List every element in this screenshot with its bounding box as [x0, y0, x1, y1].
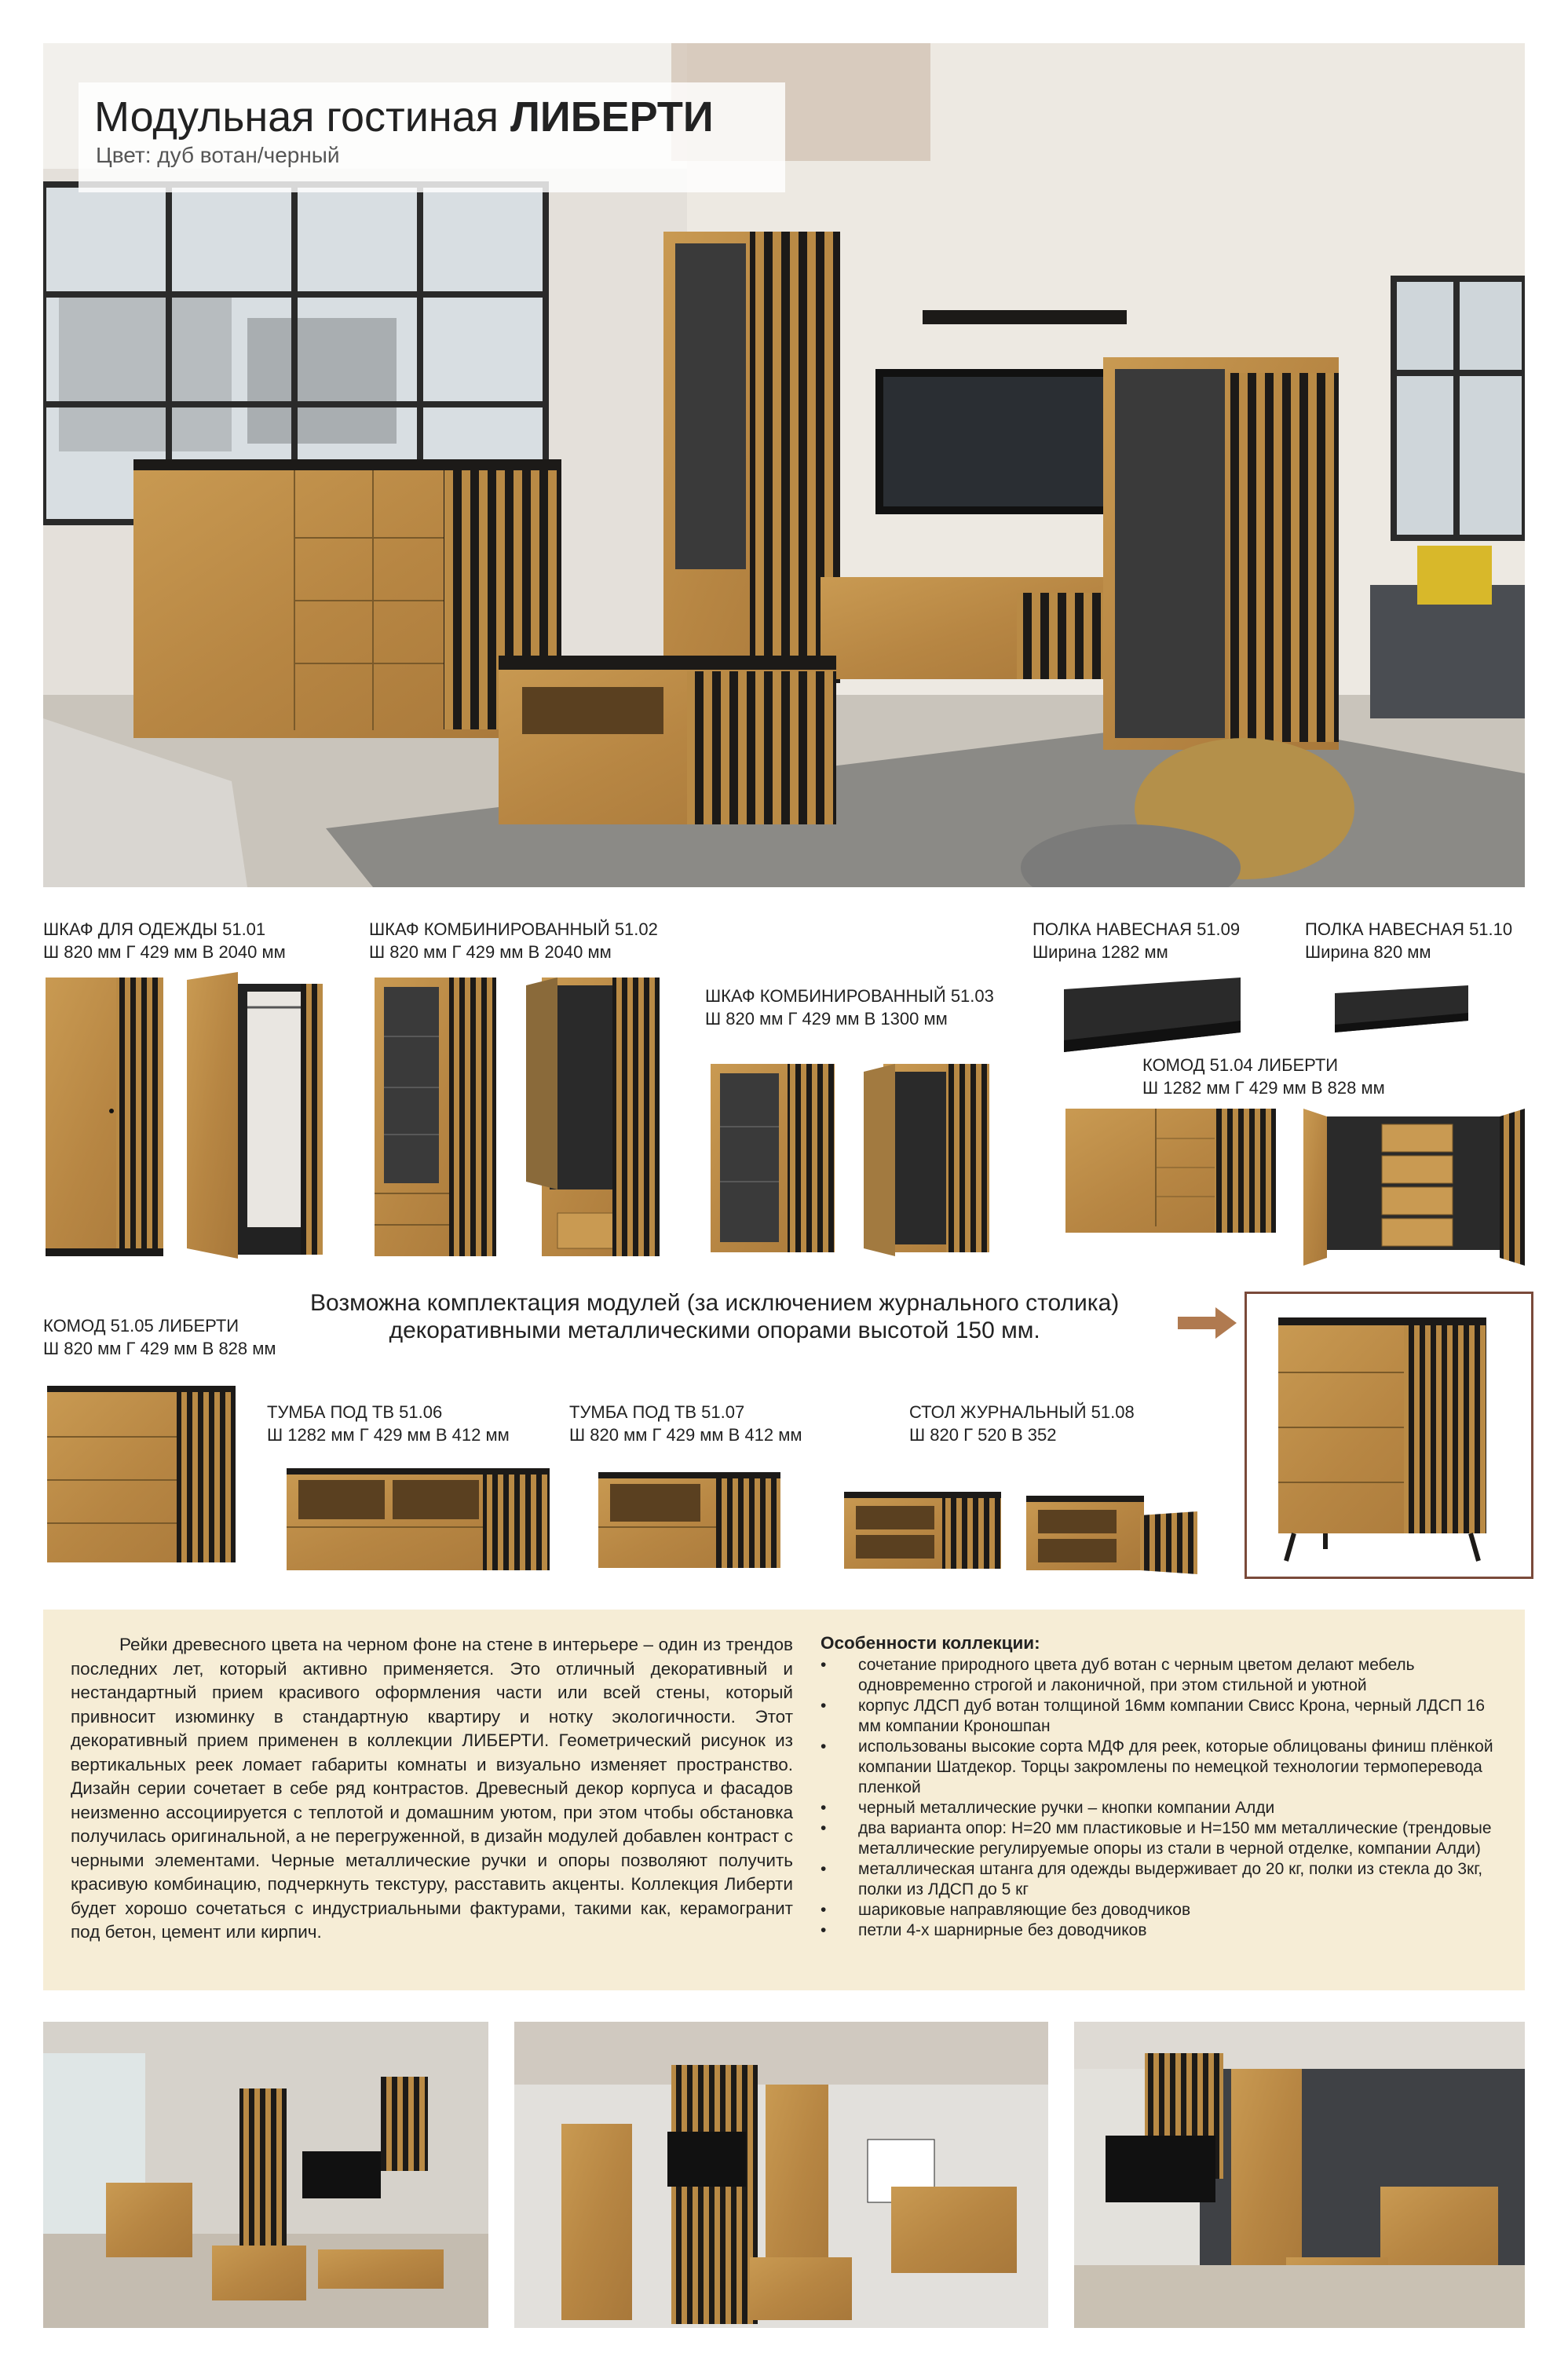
collection-description: Рейки древесного цвета на черном фоне на стене в интерьере – один из трендов последних лет, который активно применяется. Это отличный декоративный и нестандартный прием красивого оформления части или всей стены, который привносит изюминку в стандартную квартиру и нотку экологичности. Этот декоративный прием применен в коллекции ЛИБЕРТИ. Геометрический рисунок из вертикальных реек ломает габариты комнаты и визуально изменяет пространство. Дизайн серии сочетает в себе ряд контрастов. Древесный декор корпуса и фасадов неизменно ассоциируется с теплотой и домашним уютом, при этом чтобы обстановка получилась оригинальной, а не перегруженной, в дизайн модулей добавлен контраст с черными элементами. Черные металлические ручки и опоры позволяют получить красивую комбинацию, подчеркнуть текстуру, расставить акценты. Коллекция Либерти будет хорошо сочетаться с индустриальными фактурами, такими как, керамогранит под бетон, цемент или кирпич. — [71, 1635, 793, 1942]
hero-tv-stand — [821, 577, 1135, 679]
label-51-04: КОМОД 51.04 ЛИБЕРТИ Ш 1282 мм Г 429 мм В 828 мм — [1142, 1055, 1385, 1098]
window-right — [1394, 279, 1525, 538]
sideboard-51-04-open — [1303, 1109, 1525, 1266]
label-51-09: ПОЛКА НАВЕСНАЯ 51.09 Ширина 1282 мм — [1033, 919, 1241, 962]
cabinet-51-03-open — [864, 1064, 989, 1256]
feature-item: • два варианта опор: Н=20 мм пластиковые и Н=150 мм металлические (трендовые металлические регулируемые опоры из стали в черной отделке, компании Алди) — [821, 1818, 1504, 1859]
sideboard-51-04-closed — [1065, 1109, 1276, 1233]
feature-item: • черный металлические ручки – кнопки компании Алди — [821, 1798, 1504, 1818]
shelf-51-09 — [1064, 978, 1241, 1052]
interior-photo-3 — [1074, 2022, 1525, 2328]
chest-51-05 — [47, 1386, 236, 1566]
legs-option-frame — [1245, 1292, 1533, 1579]
coffee-table-51-08-a — [844, 1492, 1001, 1570]
label-51-07: ТУМБА ПОД ТВ 51.07 Ш 820 мм Г 429 мм В 412 мм — [569, 1402, 802, 1445]
wardrobe-51-01-open — [183, 972, 324, 1259]
cabinet-51-02-closed — [375, 978, 496, 1256]
hero-coffee-table — [499, 656, 836, 824]
modules-note: Возможна комплектация модулей (за исключением журнального столика) декоративными металлическими опорами высотой 150 мм. — [310, 1290, 1120, 1343]
wardrobe-51-01-closed — [46, 978, 163, 1256]
tv-stand-51-07 — [598, 1472, 780, 1570]
features-title: Особенности коллекции: — [821, 1633, 1040, 1653]
label-51-01: ШКАФ ДЛЯ ОДЕЖДЫ 51.01 Ш 820 мм Г 429 мм В 2040 мм — [43, 919, 286, 962]
cabinet-51-03-closed — [711, 1064, 835, 1252]
feature-item: • шариковые направляющие без доводчиков — [821, 1900, 1504, 1920]
features-list — [821, 1655, 1504, 1941]
cabinet-51-02-open — [526, 978, 660, 1256]
label-51-08: СТОЛ ЖУРНАЛЬНЫЙ 51.08 Ш 820 Г 520 В 352 — [909, 1402, 1135, 1445]
hero-tv — [875, 369, 1119, 514]
feature-item: • корпус ЛДСП дуб вотан толщиной 16мм компании Свисс Крона, черный ЛДСП 16 мм компании Кроношпан — [821, 1696, 1504, 1737]
coffee-table-51-08-b — [1026, 1496, 1197, 1574]
feature-item: • петли 4-х шарнирные без доводчиков — [821, 1920, 1504, 1941]
hero-tall-cabinet — [663, 232, 840, 683]
shelf-51-10 — [1335, 985, 1468, 1032]
hero-sideboard — [133, 459, 561, 738]
label-51-05: КОМОД 51.05 ЛИБЕРТИ Ш 820 мм Г 429 мм В 828 мм — [43, 1316, 276, 1358]
label-51-02: ШКАФ КОМБИНИРОВАННЫЙ 51.02 Ш 820 мм Г 429 мм В 2040 мм — [369, 919, 658, 962]
label-51-03: ШКАФ КОМБИНИРОВАННЫЙ 51.03 Ш 820 мм Г 429 мм В 1300 мм — [705, 986, 994, 1029]
hero-vitrine — [1103, 357, 1339, 750]
feature-item: • использованы высокие сорта МДФ для реек, которые облицованы финиш плёнкой компании Шатдекор. Торцы закромлены по немецкой технологии термоперевода пленкой — [821, 1737, 1504, 1798]
interior-photo-2 — [514, 2022, 1048, 2328]
page-subtitle: Цвет: дуб вотан/черный — [96, 143, 340, 167]
interior-photo-1 — [43, 2022, 488, 2328]
feature-item: • металлическая штанга для одежды выдерживает до 20 кг, полки из стекла до 3кг, полки из ЛДСП до 5 кг — [821, 1859, 1504, 1900]
arrow-right-icon — [1178, 1307, 1237, 1343]
feature-item: • сочетание природного цвета дуб вотан с черным цветом делают мебель одновременно строгой и лаконичной, при этом стильной и уютной — [821, 1655, 1504, 1696]
tv-stand-51-06 — [287, 1468, 550, 1574]
page-title: Модульная гостиная ЛИБЕРТИ — [94, 93, 714, 141]
label-51-10: ПОЛКА НАВЕСНАЯ 51.10 Ширина 820 мм — [1305, 919, 1513, 962]
label-51-06: ТУМБА ПОД ТВ 51.06 Ш 1282 мм Г 429 мм В 412 мм — [267, 1402, 510, 1445]
hero-wall-shelf — [923, 310, 1127, 324]
